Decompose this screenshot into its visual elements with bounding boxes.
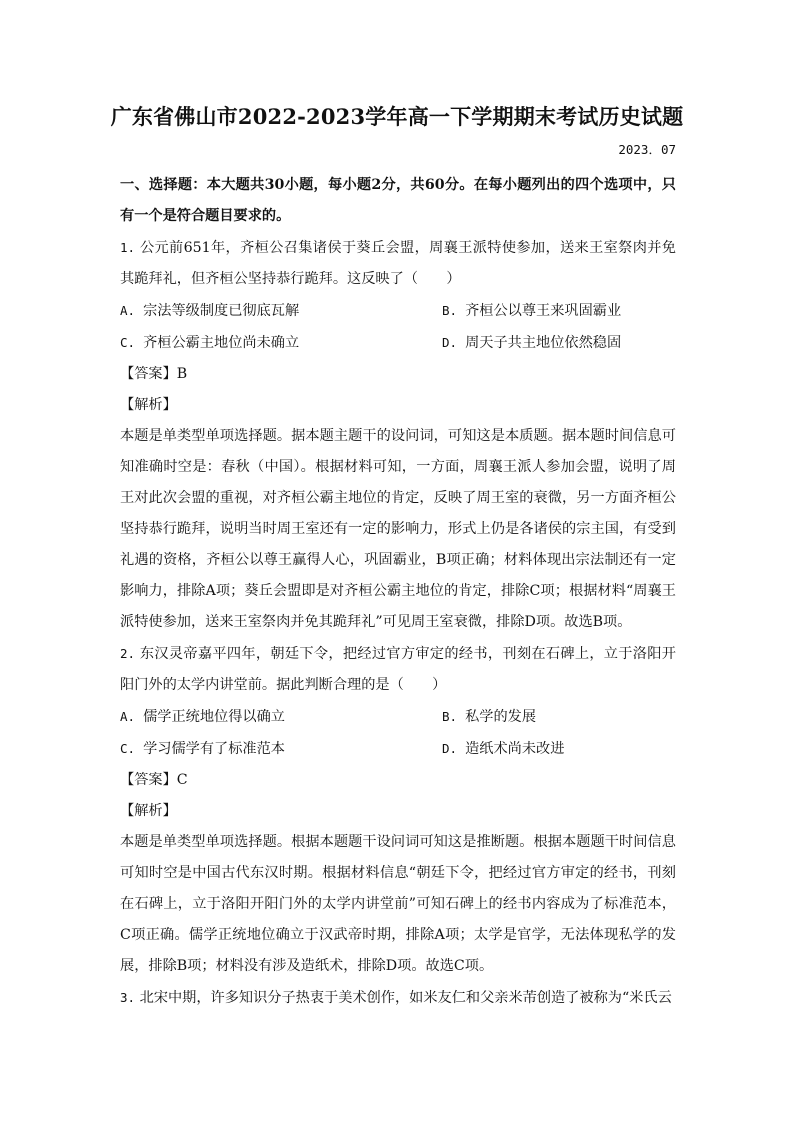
option-text: 宗法等级制度已彻底瓦解 xyxy=(143,303,300,319)
option-a xyxy=(120,701,442,733)
exam-content xyxy=(120,170,676,1014)
option-letter: A. xyxy=(120,303,136,318)
option-letter: D. xyxy=(442,335,458,350)
option-b xyxy=(442,701,676,733)
option-text: 造纸术尚未改进 xyxy=(465,741,565,757)
analysis-label: 【解析】 xyxy=(120,397,177,413)
question-text: 东汉灵帝嘉平四年，朝廷下令，把经过官方审定的经书，刊刻在石碑上，立于洛阳开阳门外的太学内讲堂前。据此判断合理的是（ ） xyxy=(120,646,676,693)
answer-line: 【答案】C xyxy=(120,772,188,788)
option-list xyxy=(120,295,676,359)
option-letter: B. xyxy=(442,303,458,318)
analysis-text: 本题是单类型单项选择题。据本题主题干的设问词，可知这是本质题。据本题时间信息可知准确时空是：春秋（中国）。根据材料可知，一方面，周襄王派人参加会盟，说明了周王对此次会盟的重视，对齐桓公霸主地位的肯定，反映了周王室的衰微，另一方面齐桓公坚持恭行跪拜，说明当时周王室还有一定的影响力，形式上仍是各诸侯的宗主国，有受到礼遇的资格，齐桓公以尊王赢得人心，巩固霸业，B项正确；材料体现出宗法制还有一定影响力，排除A项；葵丘会盟即是对齐桓公霸主地位的肯定，排除C项；根据材料“周襄王派特使参加，送来王室祭肉并免其跪拜礼”可见周王室衰微，排除D项。故选B项。 xyxy=(120,428,676,630)
option-list xyxy=(120,701,676,765)
question-number: 2. xyxy=(120,646,136,661)
option-d xyxy=(442,733,676,765)
option-letter: A. xyxy=(120,709,136,724)
option-letter: D. xyxy=(442,741,458,756)
question-number: 1. xyxy=(120,240,136,255)
option-c xyxy=(120,327,442,359)
analysis-label: 【解析】 xyxy=(120,803,177,819)
option-text: 齐桓公霸主地位尚未确立 xyxy=(143,335,300,351)
option-d xyxy=(442,327,676,359)
option-c xyxy=(120,733,442,765)
question-stem xyxy=(120,638,676,701)
question-number: 3. xyxy=(120,990,136,1005)
analysis-text: 本题是单类型单项选择题。根据本题题干设问词可知这是推断题。根据本题题干时间信息可知时空是中国古代东汉时期。根据材料信息“朝廷下令，把经过官方审定的经书，刊刻在石碑上，立于洛阳开阳门外的太学内讲堂前”可知石碑上的经书内容成为了标准范本，C项正确。儒学正统地位确立于汉武帝时期，排除A项；太学是官学，无法体现私学的发展，排除B项；材料没有涉及造纸术，排除D项。故选C项。 xyxy=(120,834,676,974)
option-a xyxy=(120,295,442,327)
option-letter: C. xyxy=(120,741,136,756)
option-letter: C. xyxy=(120,335,136,350)
question-stem xyxy=(120,982,676,1014)
page-title: 广东省佛山市2022-2023学年高一下学期期末考试历史试题 xyxy=(110,104,684,129)
option-text: 儒学正统地位得以确立 xyxy=(143,709,285,725)
option-text: 齐桓公以尊王来巩固霸业 xyxy=(465,303,622,319)
option-text: 学习儒学有了标准范本 xyxy=(143,741,285,757)
question-text: 北宋中期，许多知识分子热衷于美术创作，如米友仁和父亲米芾创造了被称为“米氏云 xyxy=(139,990,672,1006)
question-stem xyxy=(120,232,676,295)
question-text: 公元前651年，齐桓公召集诸侯于葵丘会盟，周襄王派特使参加，送来王室祭肉并免其跪拜礼，但齐桓公坚持恭行跪拜。这反映了（ ） xyxy=(120,240,676,287)
option-b xyxy=(442,295,676,327)
option-text: 私学的发展 xyxy=(465,709,537,725)
section-heading: 一、选择题：本大题共30小题，每小题2分，共60分。在每小题列出的四个选项中，只有一个是符合题目要求的。 xyxy=(120,177,676,224)
option-text: 周天子共主地位依然稳固 xyxy=(465,335,622,351)
exam-date: 2023．07 xyxy=(618,142,676,157)
option-letter: B. xyxy=(442,709,458,724)
answer-line: 【答案】B xyxy=(120,366,188,382)
